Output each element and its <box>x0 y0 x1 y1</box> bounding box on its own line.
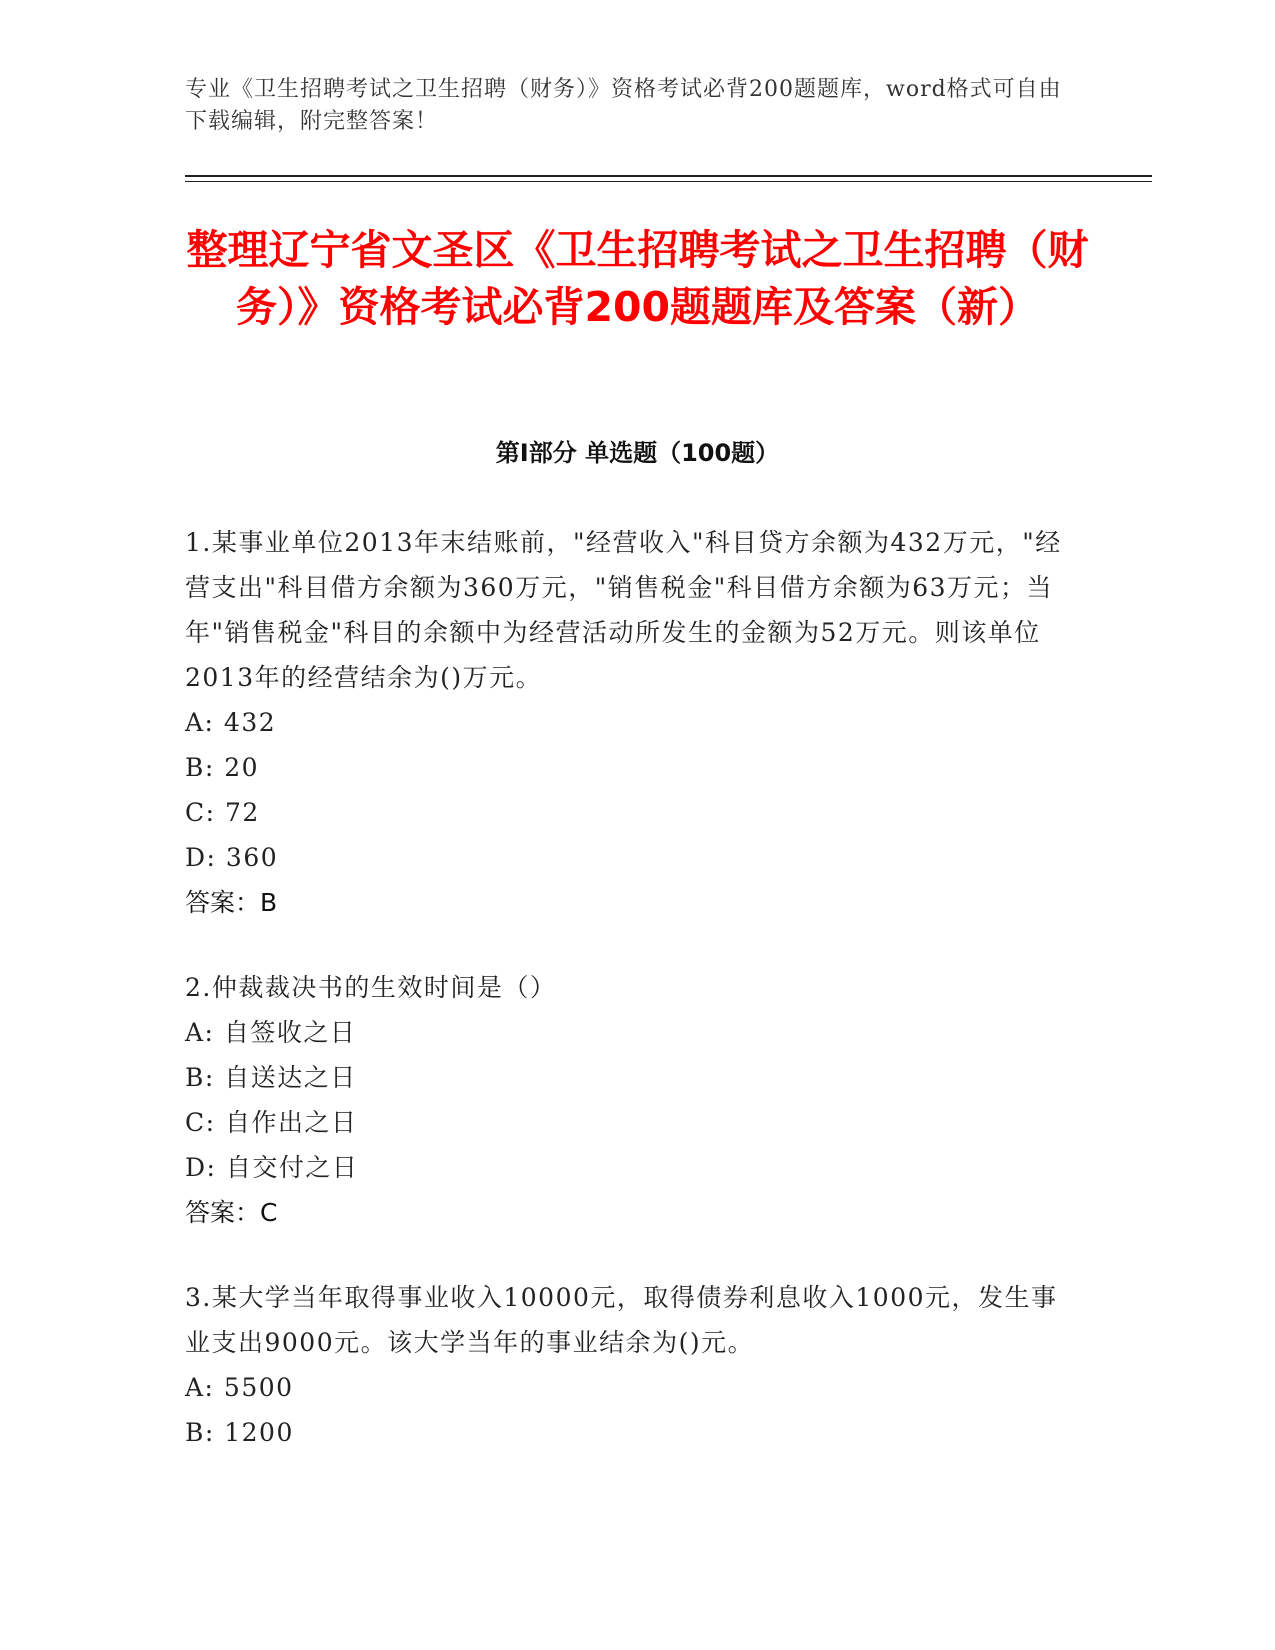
option-a: A: 432 <box>185 708 277 737</box>
question-3 <box>185 1275 1080 1455</box>
option-c: C: 自作出之日 <box>185 1108 358 1137</box>
option-b: B: 自送达之日 <box>185 1063 357 1092</box>
option-c: C: 72 <box>185 798 260 827</box>
option-d: D: 自交付之日 <box>185 1153 359 1182</box>
question-stem: 1.某事业单位2013年末结账前，"经营收入"科目贷方余额为432万元，"经营支出"科目借方余额为360万元，"销售税金"科目借方余额为63万元；当年"销售税金"科目的余额中为经营活动所发生的金额为52万元。则该单位2013年的经营结余为()万元。 <box>185 528 1062 692</box>
option-a: A: 5500 <box>185 1373 294 1402</box>
header-divider-thin <box>185 181 1152 182</box>
question-stem: 2.仲裁裁决书的生效时间是（） <box>185 973 557 1002</box>
option-a: A: 自签收之日 <box>185 1018 357 1047</box>
document-title: 整理辽宁省文圣区《卫生招聘考试之卫生招聘（财务）》资格考试必背200题题库及答案（新） <box>186 226 1089 331</box>
option-b: B: 20 <box>185 753 260 782</box>
header-divider-thick <box>185 175 1152 177</box>
question-1 <box>185 520 1080 925</box>
question-stem: 3.某大学当年取得事业收入10000元，取得债券利息收入1000元，发生事业支出9000元。该大学当年的事业结余为()元。 <box>185 1283 1058 1357</box>
option-d: D: 360 <box>185 843 279 872</box>
section-title: 第I部分 单选题（100题） <box>495 439 780 467</box>
answer-line: 答案：C <box>185 1198 278 1227</box>
answer-line: 答案：B <box>185 888 278 917</box>
option-b: B: 1200 <box>185 1418 294 1447</box>
question-2 <box>185 965 1080 1235</box>
header-note: 专业《卫生招聘考试之卫生招聘（财务）》资格考试必背200题题库，word格式可自由下载编辑，附完整答案！ <box>185 77 1062 134</box>
